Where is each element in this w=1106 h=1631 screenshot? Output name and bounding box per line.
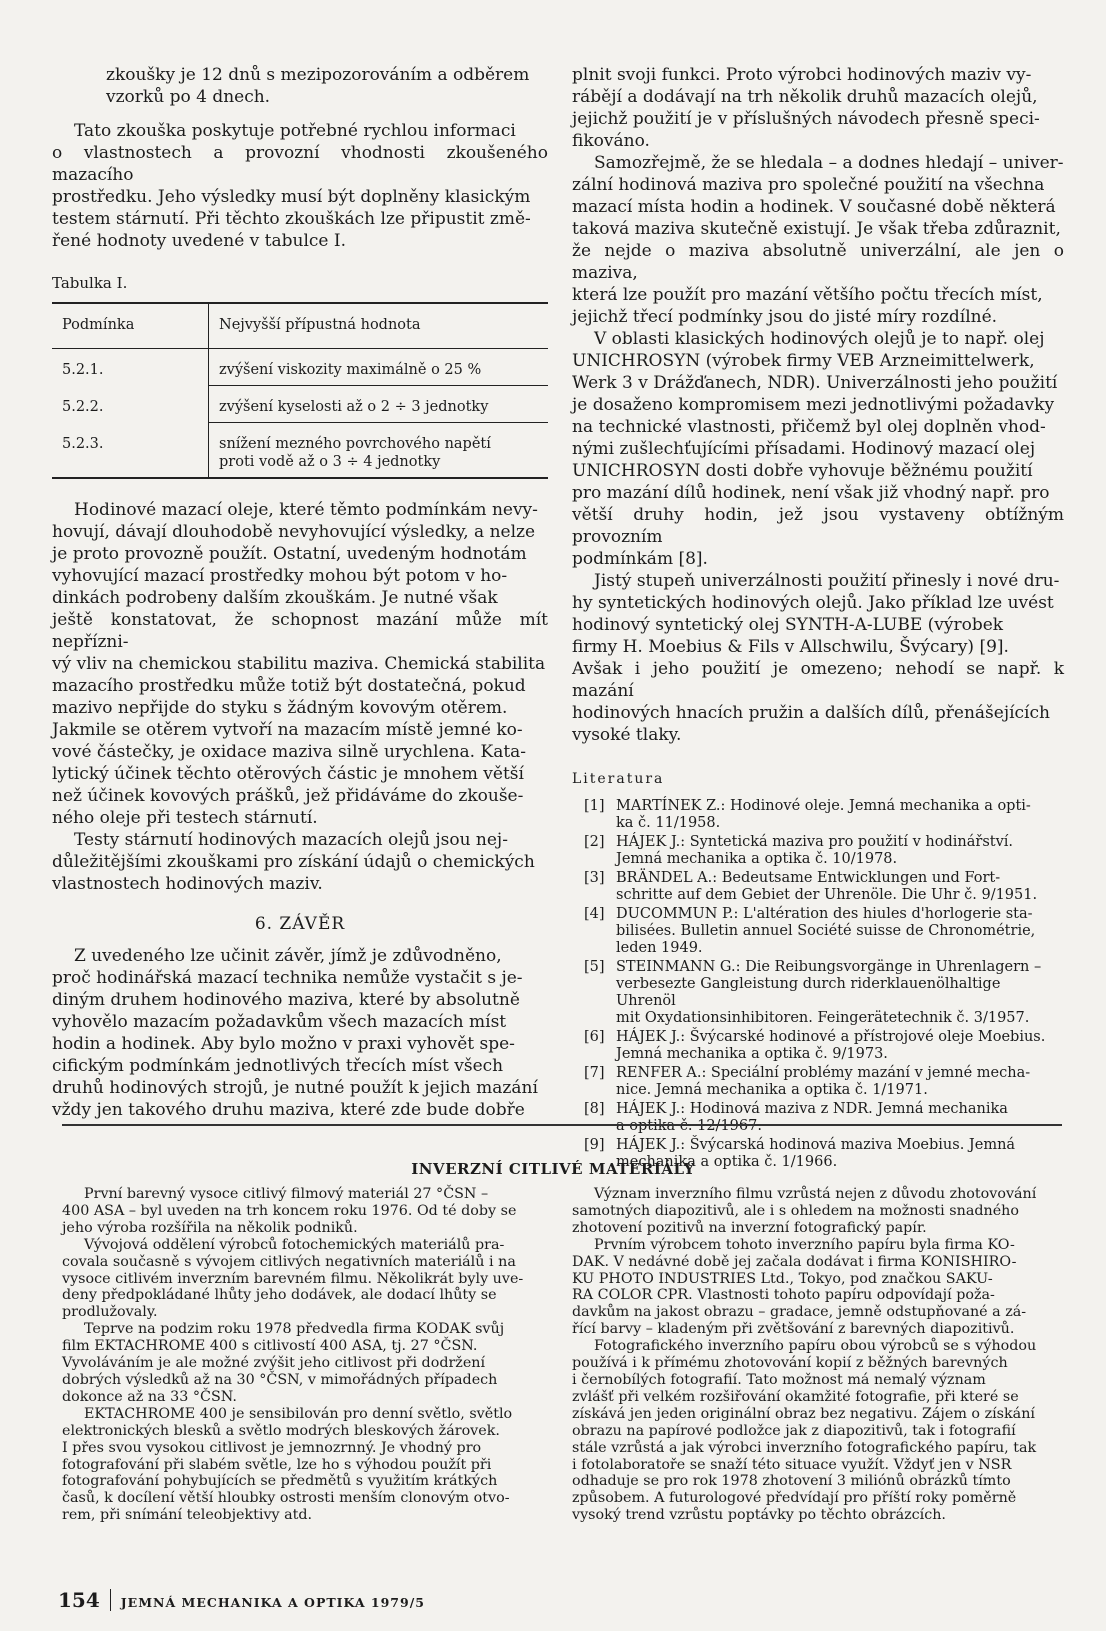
journal-name: JEMNÁ MECHANIKA A OPTIKA 1979/5 [120, 1595, 425, 1610]
paragraph: Z uvedeného lze učinit závěr, jímž je zdůvodněno, proč hodinářská mazací technika nemůže vystačit s je- diným druhem hodinového maziva, které by absolutně vyhovělo mazacím požadavkům všech mazacích míst hodin a hodinek. Aby bylo možno v praxi vyhovět spe- cifickým podmínkám jednotlivých třecích míst všech druhů hodinových strojů, je nutné použít k jejich mazání vždy jen takového druhu maziva, které zde bude dobře [52, 946, 538, 1120]
paragraph: Jistý stupeň univerzálnosti použití přinesly i nové dru- hy syntetických hodinových olejů. Jako příklad lze uvést hodinový syntetický olej SYNTH-A-LUBE (výrobek firmy H. Moebius & Fils v Allschwilu, Švýcary) [9]. Avšak i jeho použití je omezeno; nehodí se např. k mazání hodinových hnacích pružin a dalších dílů, přenášejících vysoké tlaky. [572, 571, 1064, 745]
table-header-cell: Nejvyšší přípustná hodnota [209, 303, 549, 349]
table-header-cell: Podmínka [52, 303, 209, 349]
table-header-row [52, 303, 548, 349]
reference-item: [5] STEINMANN G.: Die Reibungsvorgänge in Uhrenlagern – verbesezte Gangleistung durch riderklauenölhaltige Uhrenöl mit Oxydationsinhibitoren. Feingerätetechnik č. 3/1957. [584, 959, 1042, 1026]
reference-item: [7] RENFER A.: Speciální problémy mazání v jemné mecha- nice. Jemná mechanika a optika č. 1/1971. [584, 1065, 1031, 1098]
page-number: 154 [58, 1588, 100, 1612]
section-heading: 6. ZÁVĚR [254, 914, 346, 934]
article-left-column [62, 1186, 552, 1524]
footer-divider [110, 1589, 111, 1611]
table-cell: zvýšení kyselosti až o 2 ÷ 3 jednotky [209, 386, 549, 423]
paragraph: Hodinové mazací oleje, které těmto podmínkám nevy- hovují, dávají dlouhodobě nevyhovující výsledky, a nelze je proto provozně použít. Ostatní, uvedeným hodnotám vyhovující mazací prostředky mohou být potom v ho- dinkách podrobeny dalším zkouškám. Je nutné však ještě konstatovat, že schopnost mazání může mít nepřízni- vý vliv na chemickou stabilitu maziva. Chemická stabilita mazacího prostředku může totiž být dostatečná, pokud mazivo nepřijde do styku s žádným kovovým otěrem. Jakmile se otěrem vytvoří na mazacím místě jemné ko- vové částečky, je oxidace maziva silně urychlena. Kata- lytický účinek těchto otěrových částic je mnohem větší než účinek kovových prášků, jež přidáváme do zkouše- ného oleje při testech stárnutí. [52, 500, 548, 828]
paragraph: V oblasti klasických hodinových olejů je to např. olej UNICHROSYN (výrobek firmy VEB Arzneimittelwerk, Werk 3 v Drážďanech, NDR). Univerzálnosti jeho použití je dosaženo kompromisem mezi jednotlivými požadavky na technické vlastnosti, přičemž byl olej doplněn vhod- nými zušlechťujícími přísadami. Hodinový mazací olej UNICHROSYN dosti dobře vyhovuje běžnému použití pro mazání dílů hodinek, není však již vhodný např. pro větší druhy hodin, jež jsou vystaveny obtížným provozním podmínkám [8]. [572, 329, 1064, 569]
article-right-column [572, 1186, 1064, 1524]
reference-list [572, 798, 1064, 1171]
table-cell: 5.2.1. [52, 349, 209, 386]
left-column [52, 64, 548, 1121]
paragraph: plnit svoji funkci. Proto výrobci hodinových maziv vy- rábějí a dodávají na trh několik druhů mazacích olejů, jejichž použití je v příslušných návodech přesně speci- fikováno. [572, 65, 1040, 151]
paragraph: Samozřejmě, že se hledala – a dodnes hledají – univer- zální hodinová maziva pro společné použití na všechna mazací místa hodin a hodinek. V současné době některá taková maziva skutečně existují. Je však třeba zdůraznit, že nejde o maziva absolutně univerzální, ale jen o maziva, která lze použít pro mazání většího počtu třecích míst, jejichž třecí podmínky jsou do jisté míry rozdílné. [572, 153, 1064, 327]
conditions-table [52, 302, 548, 479]
reference-item: [1] MARTÍNEK Z.: Hodinové oleje. Jemná mechanika a opti- ka č. 11/1958. [584, 798, 1031, 831]
paragraph: Teprve na podzim roku 1978 předvedla firma KODAK svůj film EKTACHROME 400 s citlivostí 400 ASA, tj. 27 °ČSN. Vyvoláváním je ale možné zvýšit jeho citlivost při dodržení dobrých výsledků až na 30 °ČSN, v mimořádných případech dokonce až na 33 °ČSN. [62, 1321, 505, 1405]
table-cell: 5.2.3. [52, 423, 209, 479]
reference-item: [8] HÁJEK J.: Hodinová maziva z NDR. Jemná mechanika a optika č. 12/1967. [584, 1101, 1008, 1134]
table-caption: Tabulka I. [52, 274, 128, 292]
paragraph: Testy stárnutí hodinových mazacích olejů jsou nej- důležitějšími zkouškami pro získání údajů o chemických vlastnostech hodinových maziv. [52, 830, 535, 894]
reference-item: [2] HÁJEK J.: Syntetická maziva pro použití v hodinářství. Jemná mechanika a optika č. 10/1978. [584, 834, 1014, 867]
reference-item: [4] DUCOMMUN P.: L'altération des hiules d'horlogerie sta- bilisées. Bulletin annuel Société suisse de Chronométrie, leden 1949. [584, 906, 1036, 956]
reference-item: [3] BRÄNDEL A.: Bedeutsame Entwicklungen und Fort- schritte auf dem Gebiet der Uhrenöle. Die Uhr č. 9/1951. [584, 870, 1038, 903]
table-cell: zvýšení viskozity maximálně o 25 % [209, 349, 549, 386]
table-row [52, 423, 548, 479]
paragraph: Prvním výrobcem tohoto inverzního papíru byla firma KO- DAK. V nedávné době jej začala dodávat i firma KONISHIRO- KU PHOTO INDUSTRIES Ltd., Tokyo, pod značkou SAKU- RA COLOR CPR. Vlastnosti tohoto papíru odpovídají poža- davkům na jakost obrazu – gradace, jemně odstupňované a zá- řící barvy – kladeným při zvětšování z barevných diapozitivů. [572, 1236, 1027, 1338]
right-column [572, 64, 1064, 1173]
references-heading: Literatura [572, 771, 665, 787]
article-title: INVERZNÍ CITLIVÉ MATERIÁLY [411, 1160, 695, 1178]
paragraph: zkoušky je 12 dnů s mezipozorováním a odběrem vzorků po 4 dnech. [106, 65, 530, 107]
paragraph: Význam inverzního filmu vzrůstá nejen z důvodu zhotovování samotných diapozitivů, ale i s ohledem na možnosti snadného zhotovení pozitivů na inverzní fotografický papír. [572, 1186, 1037, 1236]
paragraph: Tato zkouška poskytuje potřebné rychlou informaci o vlastnostech a provozní vhodnosti zkoušeného mazacího prostředku. Jeho výsledky musí být doplněny klasickým testem stárnutí. Při těchto zkouškách lze připustit změ- řené hodnoty uvedené v tabulce I. [52, 121, 548, 251]
table-cell: 5.2.2. [52, 386, 209, 423]
paragraph: První barevný vysoce citlivý filmový materiál 27 °ČSN – 400 ASA – byl uveden na trh koncem roku 1976. Od té doby se jeho výroba rozšířila na několik podniků. [62, 1186, 517, 1236]
table-row [52, 349, 548, 386]
table-row [52, 386, 548, 423]
page-footer [58, 1588, 425, 1612]
paragraph: Vývojová oddělení výrobců fotochemických materiálů pra- covala současně s vývojem citlivých negativních materiálů i na vysoce citlivém inverzním barevném filmu. Několikrát byly uve- deny předpokládané lhůty jeho dodávek, ale dodací lhůty se prodlužovaly. [62, 1236, 524, 1321]
reference-item: [9] HÁJEK J.: Švýcarská hodinová maziva Moebius. Jemná mechanika a optika č. 1/1966. [584, 1137, 1016, 1170]
paragraph: EKTACHROME 400 je sensibilován pro denní světlo, světlo elektronických blesků a světlo modrých bleskových žárovek. I přes svou vysokou citlivost je jemnozrnný. Je vhodný pro fotografování při slabém světle, lze ho s výhodou použít při fotografování pohybujících se předmětů s využitím krátkých časů, k docílení větší hloubky ostrosti menším clonovým otvo- rem, při snímání teleobjektivy atd. [62, 1405, 513, 1524]
paragraph: Fotografického inverzního papíru obou výrobců se s výhodou používá i k přímému zhotovování kopií z běžných barevných i černobílých fotografií. Tato možnost má nemalý význam zvlášť při velkém rozšiřování okamžité fotografie, při které se získává jen jeden originální obraz bez negativu. Zájem o získání obrazu na papírové podložce jak z diapozitivů, tak i fotografií stále vzrůstá a jak výrobci inverzního fotografického papíru, tak i fotolaboratoře se snaží této situace využít. Vždyť jen v NSR odhaduje se pro rok 1978 zhotovení 3 miliónů obrázků tímto způsobem. A futurologové předvídají pro příští roky poměrně vysoký trend vzrůstu poptávky po těchto obrázcích. [572, 1338, 1037, 1524]
reference-item: [6] HÁJEK J.: Švýcarské hodinové a přístrojové oleje Moebius. Jemná mechanika a optika č. 9/1973. [584, 1029, 1046, 1062]
table-cell: snížení mezného povrchového napětí proti vodě až o 3 ÷ 4 jednotky [209, 423, 549, 479]
section-divider [62, 1124, 1062, 1126]
